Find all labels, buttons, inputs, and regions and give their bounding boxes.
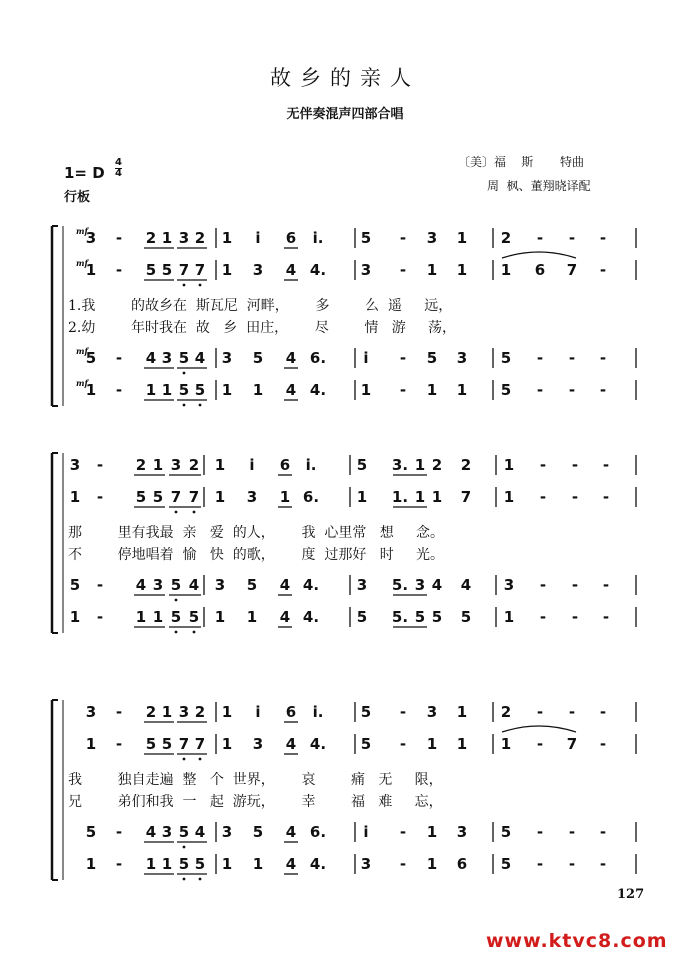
note: 5 [252,349,264,367]
note: - [568,381,576,399]
note: 1 [426,735,438,753]
note: - [536,229,544,247]
note: - [599,261,607,279]
note: - [399,855,407,873]
slur [502,726,576,732]
note: - [96,608,104,626]
note: 1 [214,456,226,474]
note: 3 [161,349,173,367]
note: - [568,229,576,247]
note: 1 [414,488,426,506]
note: 6 [285,703,297,721]
note: - [115,381,123,399]
note: 3 [252,735,264,753]
note: 1 [426,823,438,841]
note: 1 [221,735,233,753]
note: 4 [285,349,297,367]
note: - [96,456,104,474]
note: 5 [170,608,182,626]
song-title: 故乡的亲人 [270,66,420,90]
lyric-line: 1.我 的故乡在 斯瓦尼 河畔， 多 么 遥 远， [68,298,453,314]
note: 1 [221,703,233,721]
note: 4 [431,576,443,594]
dynamic-mark: mf [76,258,88,268]
song-subtitle: 无伴奏混声四部合唱 [286,107,404,122]
note: 1 [85,381,97,399]
note: 5 [161,735,173,753]
note: - [602,456,610,474]
note: 1 [456,703,468,721]
note: 3 [69,456,81,474]
note: - [399,229,407,247]
note: 3 [356,576,368,594]
note: 1 [85,261,97,279]
note: 5 [246,576,258,594]
octave-dot [193,511,196,514]
note: - [539,608,547,626]
octave-dot [183,758,186,761]
note: 3 [221,823,233,841]
note: i [363,823,369,841]
note: 1 [69,488,81,506]
note: 5 [252,823,264,841]
note: 4 [194,349,206,367]
note: 7 [460,488,472,506]
octave-dot [183,846,186,849]
note: - [568,349,576,367]
note: 7 [566,261,578,279]
note: 4 [135,576,147,594]
note: - [539,576,547,594]
octave-dot [193,631,196,634]
note: 7 [194,735,206,753]
note: 3 [246,488,258,506]
note: i. [312,703,324,721]
note: - [115,823,123,841]
time-signature-top: 4 [115,157,122,168]
note: 5 [161,261,173,279]
note: - [536,735,544,753]
note: 1 [161,381,173,399]
note: 5 [356,456,368,474]
note: 5 [500,381,512,399]
note: 5 [356,608,368,626]
note: 7 [188,488,200,506]
note: 7 [566,735,578,753]
note: - [571,576,579,594]
note: 5 [431,608,443,626]
note: - [571,456,579,474]
octave-dot [199,878,202,881]
note: 5 [145,735,157,753]
note: 5 [178,349,190,367]
note: 1 [414,456,426,474]
note: - [536,381,544,399]
note: 2 [188,456,200,474]
note: 1 [356,488,368,506]
note: 2 [500,703,512,721]
octave-dot [199,284,202,287]
note: 1 [85,735,97,753]
note: - [536,855,544,873]
note: 4 [460,576,472,594]
dynamic-mark: mf [76,226,88,236]
note: 4. [309,735,327,753]
note: 3 [214,576,226,594]
note: - [602,488,610,506]
note: - [568,823,576,841]
note: - [115,855,123,873]
note: - [96,488,104,506]
note: 5 [500,349,512,367]
note: 5 [414,608,426,626]
note: 4 [145,349,157,367]
slur [502,252,576,258]
note: 2 [500,229,512,247]
note: - [96,576,104,594]
note: 5 [85,823,97,841]
note: - [399,349,407,367]
note: 5 [460,608,472,626]
note: 1 [252,855,264,873]
lyric-line: 不 停地唱着 愉 快 的歌， 度 过那好 时 光。 [68,547,444,563]
note: 1 [431,488,443,506]
note: 1. [391,488,409,506]
note: 1 [456,229,468,247]
note: - [536,349,544,367]
note: 1 [145,381,157,399]
note: 5 [426,349,438,367]
octave-dot [199,758,202,761]
octave-dot [183,878,186,881]
note: 6 [456,855,468,873]
note: - [539,456,547,474]
note: 3 [152,576,164,594]
note: 5 [500,823,512,841]
note: 4. [302,608,320,626]
note: - [599,855,607,873]
note: 4 [285,823,297,841]
note: 2 [135,456,147,474]
note: 5 [85,349,97,367]
note: 1 [503,608,515,626]
octave-dot [199,404,202,407]
note: 1 [503,456,515,474]
note: 4 [279,576,291,594]
note: i [255,229,261,247]
note: 3 [456,349,468,367]
note: 4. [302,576,320,594]
note: 3 [503,576,515,594]
note: 5 [194,855,206,873]
note: 1 [456,381,468,399]
note: 3 [178,229,190,247]
note: 5 [178,823,190,841]
note: 6 [285,229,297,247]
note: 3 [252,261,264,279]
note: 6. [309,349,327,367]
note: 1 [456,261,468,279]
note: 3 [85,229,97,247]
note: 4 [285,381,297,399]
note: - [599,823,607,841]
note: 1 [161,703,173,721]
note: 1 [135,608,147,626]
note: 1 [221,381,233,399]
lyric-line: 我 独自走遍 整 个 世界， 哀 痛 无 限， [68,772,443,788]
note: 2 [145,229,157,247]
note: 3 [414,576,426,594]
note: 1 [503,488,515,506]
octave-dot [175,631,178,634]
note: 5 [178,855,190,873]
note: 1 [161,855,173,873]
note: 6 [534,261,546,279]
note: 3 [426,229,438,247]
lyric-line: 兄 弟们和我 一 起 游玩， 幸 福 难 忘， [68,794,443,810]
note: 4 [194,823,206,841]
note: 5 [69,576,81,594]
note: - [539,488,547,506]
note: - [115,735,123,753]
note: - [599,381,607,399]
note: 1 [221,855,233,873]
note: 1 [360,381,372,399]
note: 6. [302,488,320,506]
note: 6. [309,823,327,841]
note: 1 [252,381,264,399]
note: 1 [426,261,438,279]
note: 1 [152,608,164,626]
note: 7 [178,735,190,753]
note: - [599,349,607,367]
note: 1 [85,855,97,873]
lyric-line: 那 里有我最 亲 爱 的人， 我 心里常 想 念。 [68,525,444,541]
note: 1 [214,608,226,626]
note: 3 [360,855,372,873]
note: 7 [170,488,182,506]
note: 3. [391,456,409,474]
note: - [602,576,610,594]
note: 6 [279,456,291,474]
octave-dot [183,404,186,407]
note: 1 [279,488,291,506]
note: - [571,488,579,506]
note: 7 [178,261,190,279]
note: - [399,703,407,721]
note: - [399,735,407,753]
note: i [249,456,255,474]
note: 2 [460,456,472,474]
note: 5 [145,261,157,279]
note: 1 [246,608,258,626]
note: - [536,823,544,841]
note: 4. [309,261,327,279]
note: - [115,349,123,367]
note: 1 [221,229,233,247]
note: 5 [500,855,512,873]
note: - [568,703,576,721]
note: 2 [431,456,443,474]
note: 4 [145,823,157,841]
note: 1 [500,735,512,753]
dynamic-mark: mf [76,378,88,388]
note: - [571,608,579,626]
note: 1 [145,855,157,873]
octave-dot [183,372,186,375]
octave-dot [175,511,178,514]
note: 1 [152,456,164,474]
note: - [399,381,407,399]
note: - [599,735,607,753]
note: 5 [360,703,372,721]
note: 1 [426,381,438,399]
note: 4 [188,576,200,594]
lyric-line: 2.幼 年时我在 故 乡 田庄， 尽 情 游 荡， [68,320,457,336]
note: 4 [285,855,297,873]
octave-dot [183,284,186,287]
note: 3 [426,703,438,721]
composer-credit: 〔美〕福 斯 特曲 [458,155,584,169]
note: i [363,349,369,367]
note: 5 [360,735,372,753]
note: 1 [69,608,81,626]
octave-dot [175,599,178,602]
note: 4 [285,261,297,279]
note: 3 [85,703,97,721]
note: - [399,823,407,841]
note: 3 [360,261,372,279]
page-number: 127 [617,887,645,902]
note: 5 [178,381,190,399]
note: 3 [221,349,233,367]
time-signature-bottom: 4 [115,168,122,179]
note: 5 [194,381,206,399]
note: - [599,703,607,721]
note: 3 [170,456,182,474]
note: - [115,261,123,279]
note: 5 [360,229,372,247]
note: - [115,703,123,721]
note: 3 [178,703,190,721]
note: 1 [500,261,512,279]
note: 5. [391,576,409,594]
note: 2 [194,703,206,721]
note: - [602,608,610,626]
note: 5 [152,488,164,506]
note: 7 [194,261,206,279]
tempo-marking: 行板 [64,190,91,205]
note: i. [312,229,324,247]
note: 1 [221,261,233,279]
note: 4. [309,855,327,873]
note: 5 [135,488,147,506]
note: 5. [391,608,409,626]
note: 3 [456,823,468,841]
note: 4 [285,735,297,753]
note: 1 [161,229,173,247]
note: 2 [194,229,206,247]
note: - [568,855,576,873]
note: 1 [214,488,226,506]
note: 5 [188,608,200,626]
note: - [536,703,544,721]
dynamic-mark: mf [76,346,88,356]
note: 2 [145,703,157,721]
note: 5 [170,576,182,594]
note: - [115,229,123,247]
note: 4. [309,381,327,399]
note: 4 [279,608,291,626]
key-signature: 1= D [64,164,105,182]
note: - [399,261,407,279]
note: - [599,229,607,247]
watermark: www.ktvc8.com [486,930,668,952]
note: 3 [161,823,173,841]
translator-credit: 周 枫、董翔晓译配 [487,179,591,193]
note: 1 [426,855,438,873]
note: i. [305,456,317,474]
note: i [255,703,261,721]
note: 1 [456,735,468,753]
